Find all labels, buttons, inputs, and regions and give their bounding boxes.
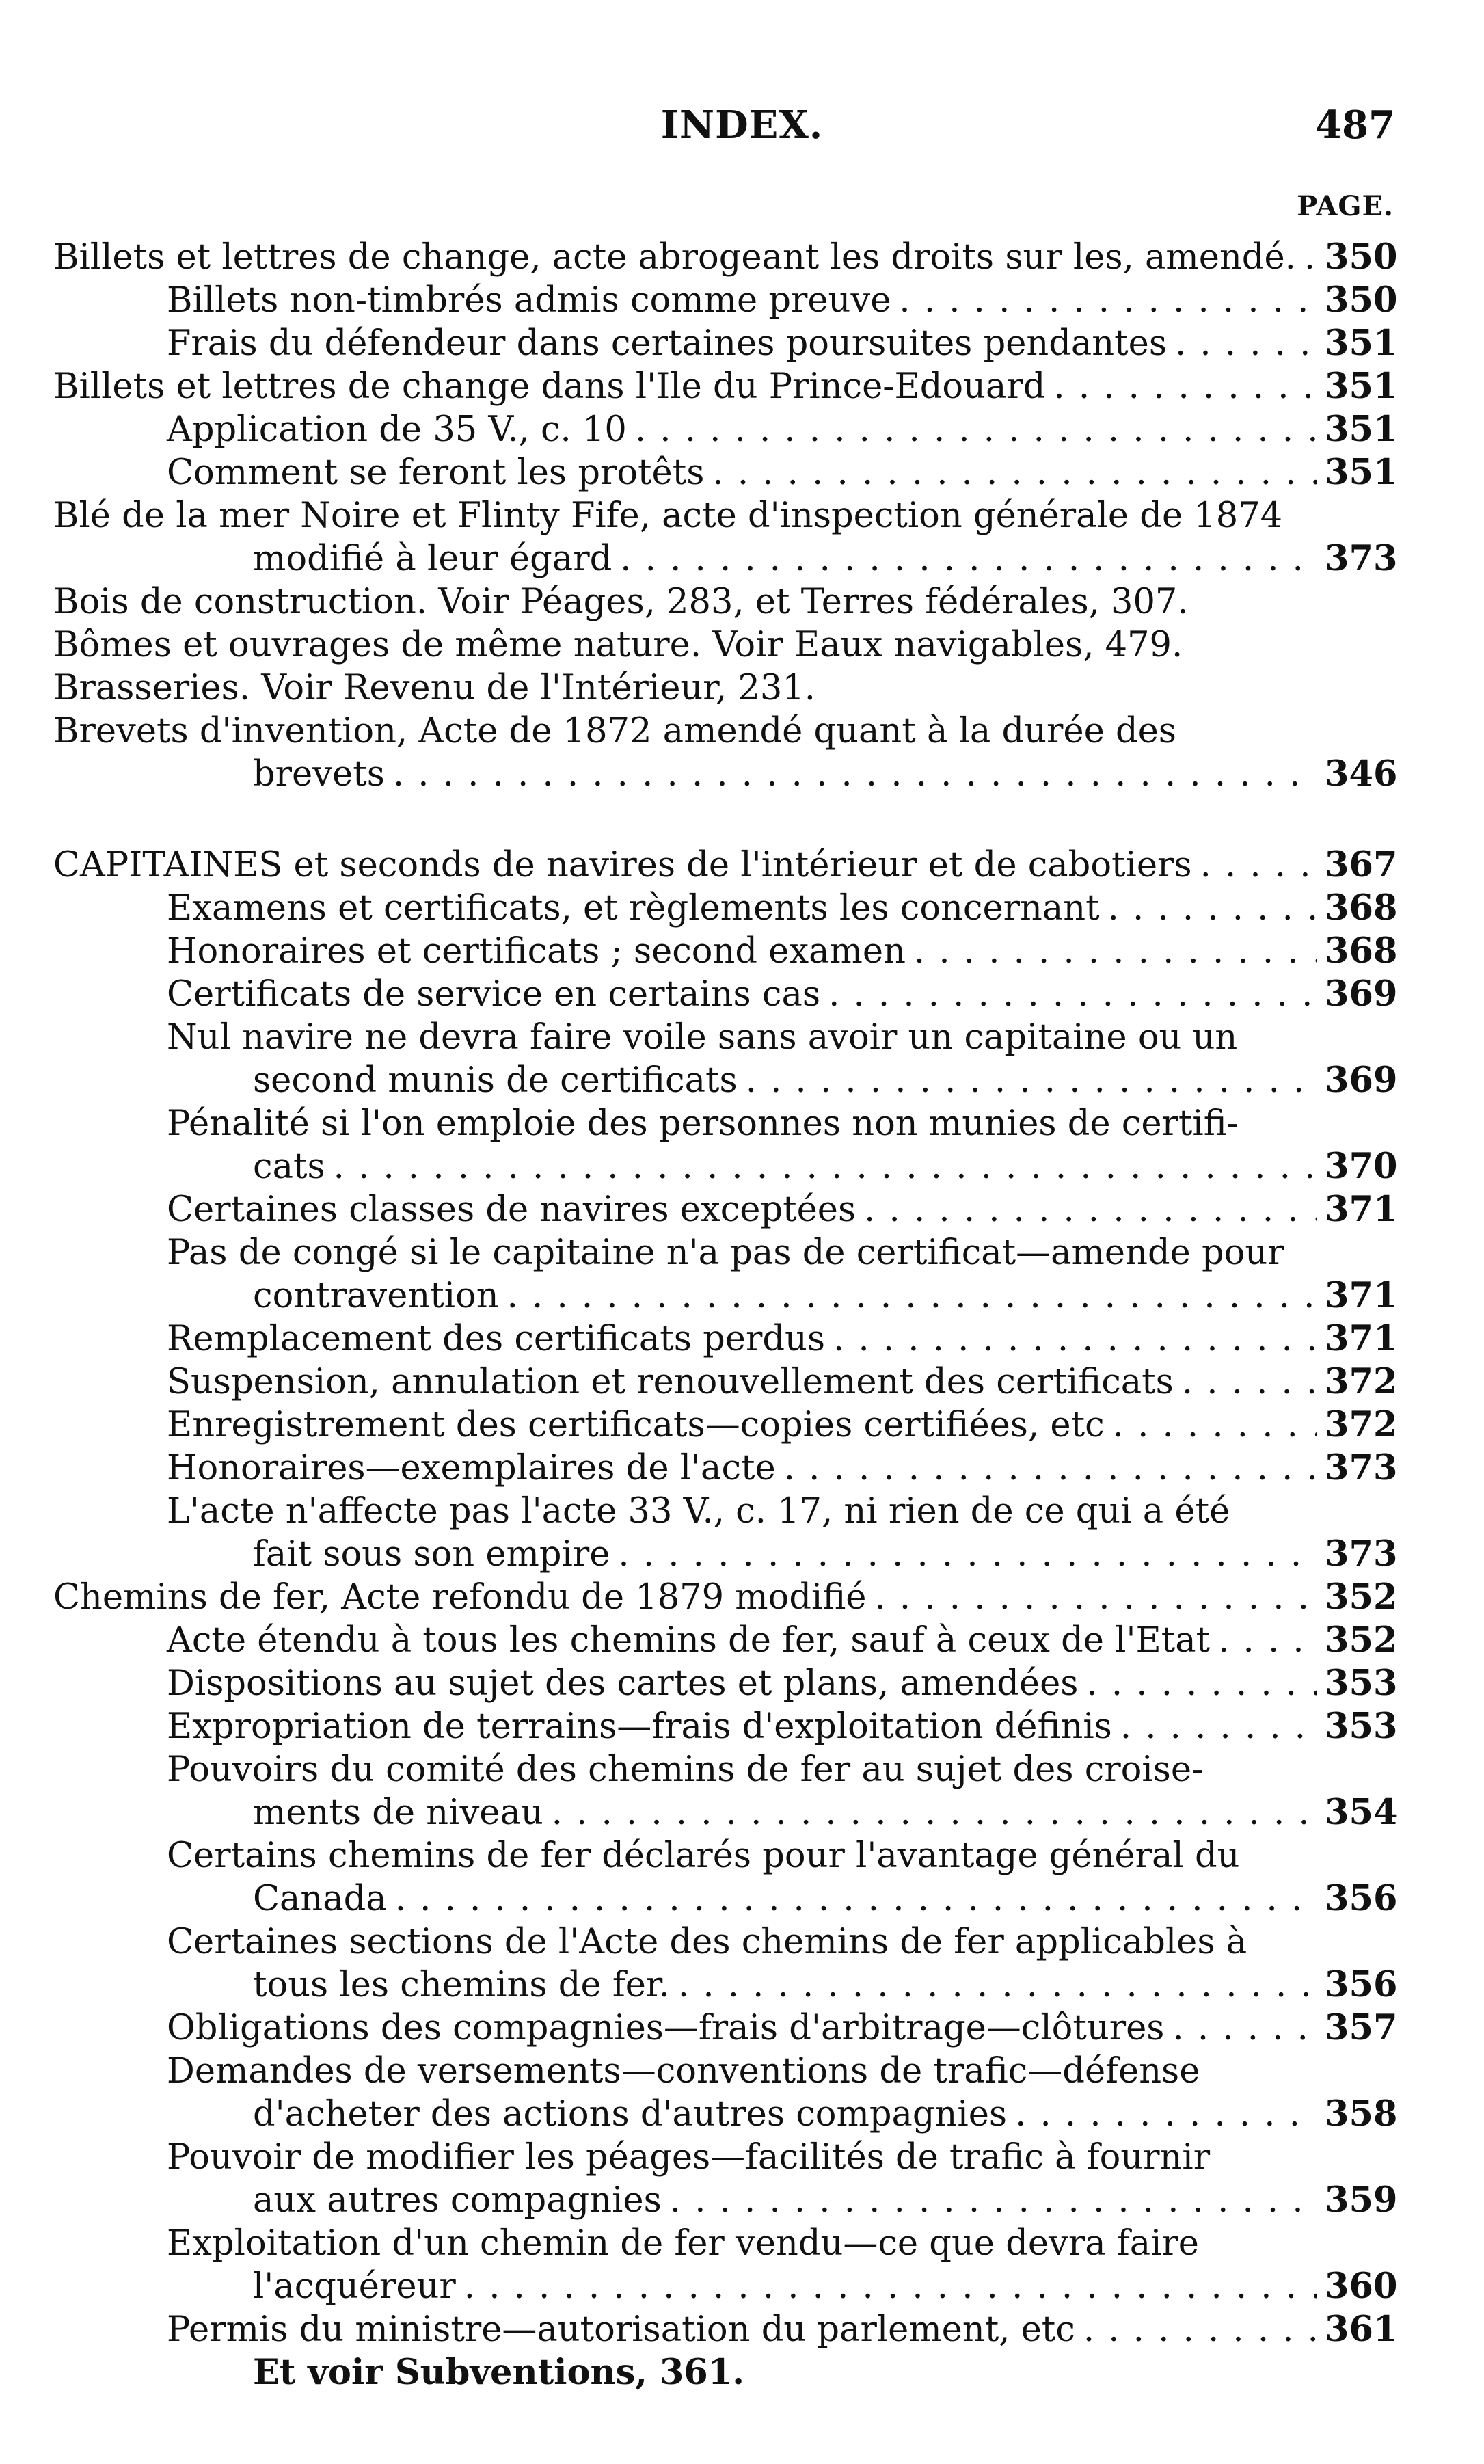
page-ref: 352 [1325,1577,1398,1618]
index-entry-text: Pas de congé si le capitaine n'a pas de certificat—amende pour [167,1233,1284,1273]
index-entry [53,1404,1398,1447]
index-entry [53,236,1398,279]
index-entry [53,451,1398,494]
index-entry-text: Bois de construction. Voir Péages, 283, et Terres fédérales, 307. [53,582,1189,622]
index-entry [53,667,1390,710]
index-entry [53,1361,1398,1404]
dot-leader [914,930,1317,973]
index-entry-text: Honoraires et certificats ; second examen [167,931,906,972]
dot-leader [899,279,1317,322]
index-entry-continuation: contravention [253,1276,499,1316]
index-entry-text: Acte étendu à tous les chemins de fer, sauf à ceux de l'Etat [167,1620,1211,1661]
dot-leader [393,753,1317,796]
page-ref: 373 [1325,1447,1398,1488]
dot-leader [1086,1662,1317,1705]
index-entry-continuation: l'acquéreur [253,2266,456,2307]
index-entry-continuation: ments de niveau [253,1793,543,1833]
page-ref: 357 [1325,2007,1398,2048]
dot-leader [746,1059,1317,1102]
index-entry [53,1188,1398,1231]
page-ref: 354 [1325,1792,1398,1833]
index-entry-text: Honoraires—exemplaires de l'acte [167,1448,776,1488]
page-ref: 371 [1325,1189,1398,1230]
index-entry-continuation: d'acheter des actions d'autres compagnies [253,2094,1008,2134]
index-entry [53,580,1390,624]
index-entry-text: Pouvoirs du comité des chemins de fer au sujet des croise- [167,1750,1204,1790]
page-ref: 356 [1325,1964,1398,2005]
dot-leader [1083,2308,1317,2351]
index-entry [53,1274,1398,1317]
index-entry-text: Comment se feront les protêts [167,453,705,493]
index-entry-text: Obligations des compagnies—frais d'arbitrage—clôtures [167,2008,1165,2048]
index-entry-continuation: Canada [253,1879,387,1919]
index-entry-continuation: cats [253,1147,325,1187]
index-entry-text: Brevets d'invention, Acte de 1872 amendé quant à la durée des [53,711,1176,751]
page-ref: 373 [1325,1534,1398,1575]
dot-leader [1108,887,1317,930]
dot-leader [1172,2007,1317,2050]
index-entry [53,973,1398,1016]
page-ref: 369 [1325,1060,1398,1101]
index-entry [53,753,1398,796]
index-entry [53,844,1398,887]
index-entry [53,322,1398,365]
page-ref: 346 [1325,753,1398,794]
dot-leader [635,408,1317,451]
index-entry [53,2308,1398,2351]
page-ref: 351 [1325,366,1398,407]
page-column-label: PAGE. [1297,190,1394,222]
index-entry [53,1533,1398,1576]
index-entry [53,1662,1398,1705]
index-entry [53,930,1398,973]
page-ref: 359 [1325,2180,1398,2221]
page-number: 487 [1315,103,1395,148]
index-entry [53,1145,1398,1188]
dot-leader [1015,2093,1317,2136]
dot-leader [1175,322,1317,365]
index-entry-text: Brasseries. Voir Revenu de l'Intérieur, 231. [53,668,816,708]
index-entry-continuation: second munis de certificats [253,1060,738,1101]
dot-leader [678,1964,1317,2007]
index-entry-text: Bômes et ouvrages de même nature. Voir Eaux navigables, 479. [53,625,1183,665]
page-ref: 350 [1325,237,1398,278]
index-entry-text: CAPITAINES et seconds de navires de l'intérieur et de cabotiers [53,845,1192,885]
index-entry-text: Nul navire ne devra faire voile sans avoir un capitaine ou un [167,1017,1238,1058]
page-ref: 351 [1325,452,1398,493]
page-ref: 371 [1325,1275,1398,1316]
index-entry [53,1576,1398,1619]
index-entry-text: Frais du défendeur dans certaines poursuites pendantes [167,323,1167,364]
index-entry [53,1059,1398,1102]
index-entry-text: Remplacement des certificats perdus [167,1319,826,1359]
index-entry [53,1447,1398,1490]
index-entry-text: Expropriation de terrains—frais d'exploitation définis [167,1706,1112,1747]
index-entry-text: Suspension, annulation et renouvellement des certificats [167,1362,1174,1402]
page-ref: 368 [1325,887,1398,928]
index-entry-text: Blé de la mer Noire et Flinty Fife, acte d'inspection générale de 1874 [53,496,1283,536]
dot-leader [1304,236,1317,279]
page-ref: 367 [1325,844,1398,885]
dot-leader [464,2265,1317,2308]
index-entry [53,887,1398,930]
index-entry-continuation: tous les chemins de fer. [253,1965,670,2005]
page-ref: 360 [1325,2266,1398,2307]
page-ref: 351 [1325,323,1398,364]
dot-leader [618,1533,1317,1576]
page-ref: 373 [1325,538,1398,579]
index-entries [53,236,1398,2394]
index-entry [53,2093,1398,2136]
index-entry [53,2351,1390,2394]
dot-leader [1218,1619,1317,1662]
page-ref: 361 [1325,2309,1398,2350]
page-ref: 372 [1325,1404,1398,1445]
index-entry-text: Certaines sections de l'Acte des chemins de fer applicables à [167,1922,1247,1962]
page-ref: 371 [1325,1318,1398,1359]
index-entry [53,2179,1398,2222]
index-entry-continuation: aux autres compagnies [253,2180,662,2221]
page-ref: 352 [1325,1620,1398,1661]
dot-leader [507,1274,1317,1317]
index-entry-text: Pouvoir de modifier les péages—facilités de trafic à fournir [167,2137,1211,2178]
dot-leader [828,973,1317,1016]
page-ref: 368 [1325,930,1398,972]
dot-leader [395,1877,1317,1920]
dot-leader [784,1447,1317,1490]
index-entry [53,365,1398,408]
index-entry-text: Chemins de fer, Acte refondu de 1879 modifié [53,1577,867,1618]
index-entry [53,279,1398,322]
index-entry-text: Permis du ministre—autorisation du parlement, etc [167,2309,1075,2350]
page-ref: 356 [1325,1878,1398,1919]
index-entry [53,2007,1398,2050]
index-entry-text: Demandes de versements—conventions de trafic—défense [167,2051,1200,2091]
page-ref: 350 [1325,280,1398,321]
dot-leader [1182,1361,1317,1404]
index-entry-text: Pénalité si l'on emploie des personnes non munies de certifi- [167,1103,1239,1144]
page-ref: 358 [1325,2093,1398,2134]
index-entry [53,537,1398,580]
index-entry-continuation: modifié à leur égard [253,539,612,579]
index-entry-text: Certificats de service en certains cas [167,974,821,1015]
index-entry-text: Billets et lettres de change, acte abrogeant les droits sur les, amendé. [53,237,1296,278]
section-gap [53,796,1390,844]
page-ref: 369 [1325,974,1398,1015]
dot-leader [864,1188,1317,1231]
dot-leader [1120,1705,1317,1748]
dot-leader [1053,365,1317,408]
index-entry [53,2265,1398,2308]
index-entry [53,624,1390,667]
index-entry-text: Et voir Subventions, 361. [253,2352,745,2393]
page-ref: 372 [1325,1361,1398,1402]
index-entry [53,408,1398,451]
page-ref: 353 [1325,1706,1398,1747]
index-entry-text: Billets non-timbrés admis comme preuve [167,280,891,321]
dot-leader [552,1791,1317,1834]
index-entry-text: Examens et certificats, et règlements les concernant [167,888,1100,928]
index-entry-text: Billets et lettres de change dans l'Ile du Prince-Edouard [53,366,1046,407]
dot-leader [1200,844,1317,887]
index-entry [53,1964,1398,2007]
dot-leader [833,1317,1317,1361]
index-entry-text: Dispositions au sujet des cartes et plans, amendées [167,1663,1079,1704]
index-entry-text: Certaines classes de navires exceptées [167,1190,856,1230]
dot-leader [875,1576,1317,1619]
index-entry [53,1877,1398,1920]
dot-leader [334,1145,1317,1188]
dot-leader [1113,1404,1317,1447]
page-ref: 351 [1325,409,1398,450]
index-entry-text: L'acte n'affecte pas l'acte 33 V., c. 17, ni rien de ce qui a été [167,1491,1230,1531]
dot-leader [670,2179,1317,2222]
index-entry-continuation: brevets [253,754,385,794]
index-entry-continuation: fait sous son empire [253,1534,610,1575]
page-ref: 370 [1325,1146,1398,1187]
index-entry [53,1705,1398,1748]
index-entry-text: Exploitation d'un chemin de fer vendu—ce que devra faire [167,2223,1199,2264]
index-entry [53,1317,1398,1361]
running-title: INDEX. [660,103,824,148]
index-entry-text: Enregistrement des certificats—copies certifiées, etc [167,1405,1105,1445]
index-entry [53,1791,1398,1834]
dot-leader [620,537,1317,580]
index-entry [53,1619,1398,1662]
dot-leader [712,451,1317,494]
index-entry-text: Application de 35 V., c. 10 [167,410,627,450]
index-entry-text: Certains chemins de fer déclarés pour l'avantage général du [167,1836,1240,1876]
page-ref: 353 [1325,1663,1398,1704]
